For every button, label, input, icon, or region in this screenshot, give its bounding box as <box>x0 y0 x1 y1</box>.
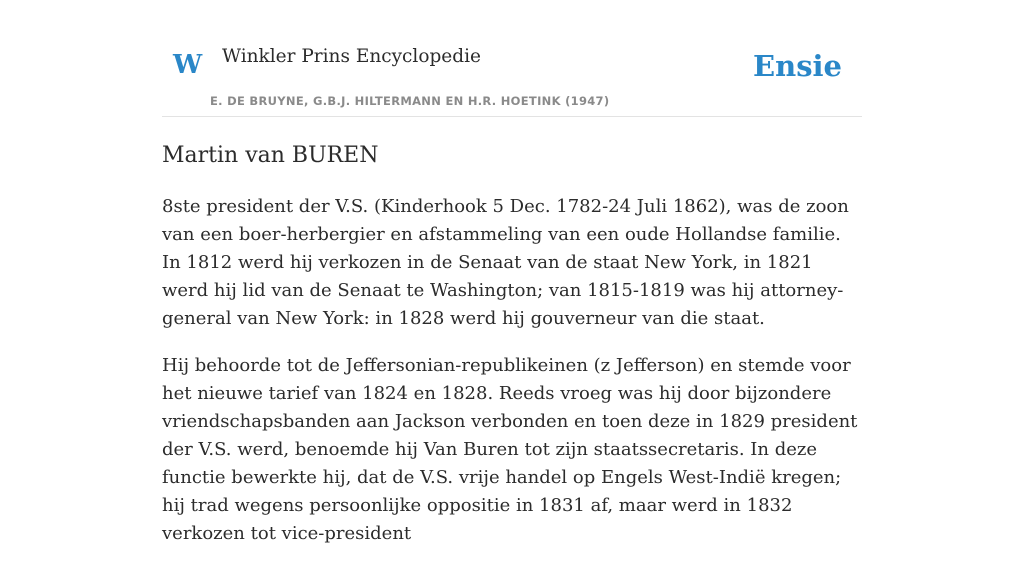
source-title[interactable]: Winkler Prins Encyclopedie <box>222 46 481 67</box>
article-paragraph-1: 8ste president der V.S. (Kinderhook 5 Dec. 1782-24 Juli 1862), was de zoon van een boer-herbergier en afstammeling van een oude Hollandse familie. In 1812 werd hij verkozen in de Senaat van de staat New York, in 1821 werd hij lid van de Senaat te Washington; van 1815-1819 was hij attorney-general van New York: in 1828 werd hij gouverneur van die staat. <box>162 196 849 329</box>
source-header <box>162 0 862 117</box>
winkler-prins-logo[interactable]: W <box>173 50 203 80</box>
article-body <box>162 193 862 548</box>
article-paragraph-2: Hij behoorde tot de Jeffersonian-republikeinen (z Jefferson) en stemde voor het nieuwe tarief van 1824 en 1828. Reeds vroeg was hij door bijzondere vriendschapsbanden aan Jackson verbonden en toen deze in 1829 president der V.S. werd, benoemde hij Van Buren tot zijn staatssecretaris. In deze functie bewerkte hij, dat de V.S. vrije handel op Engels West-Indië kregen; hij trad wegens persoonlijke oppositie in 1831 af, maar werd in 1832 verkozen tot vice-president <box>162 355 858 544</box>
page-container <box>162 0 862 567</box>
article-title: Martin van BUREN <box>162 143 379 168</box>
source-authors: E. DE BRUYNE, G.B.J. HILTERMANN EN H.R. HOETINK (1947) <box>210 94 610 108</box>
ensie-logo[interactable]: Ensie <box>753 49 842 83</box>
